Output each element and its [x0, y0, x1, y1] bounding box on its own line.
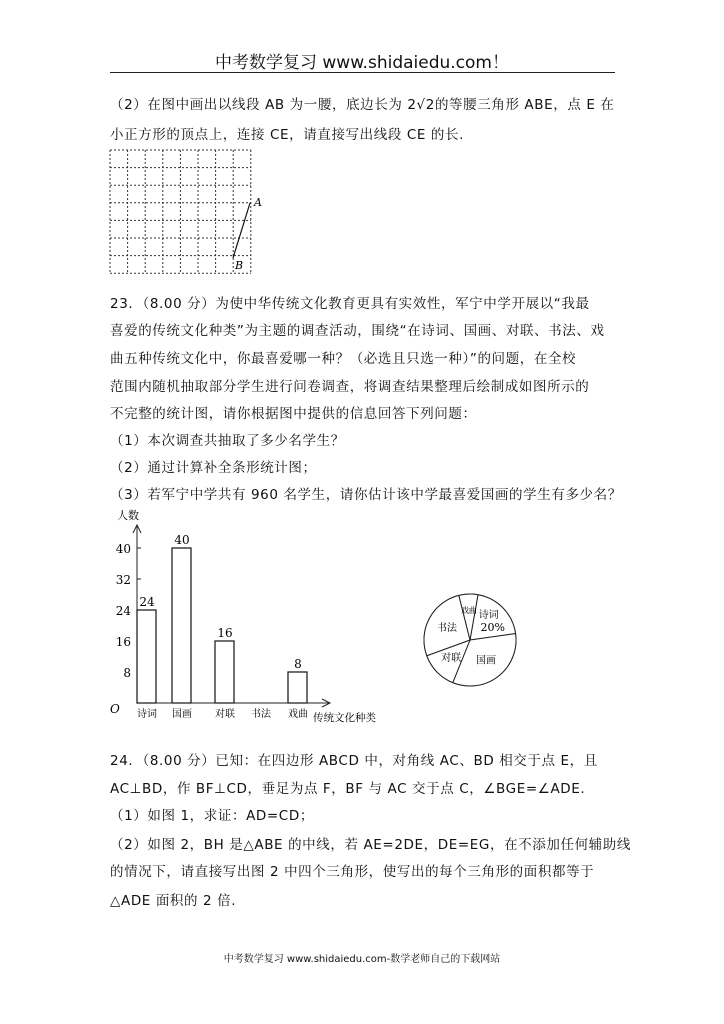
data-label: 8 — [294, 657, 302, 671]
grid-figure — [105, 145, 265, 280]
y-tick-label: 24 — [115, 604, 131, 618]
origin-label: O — [110, 702, 120, 716]
y-axis-label: 人数 — [117, 509, 139, 522]
q23-line: 曲五种传统文化中，你最喜爱哪一种？（必选且只选一种）”的问题，在全校 — [110, 351, 577, 367]
pie-label: 诗词 — [478, 609, 499, 621]
page-header: 中考数学复习 www.shidaiedu.com！ — [215, 53, 509, 73]
q23-line: （1）本次调查共抽取了多少名学生？ — [110, 433, 345, 449]
q24-line: 24．（8.00 分）已知：在四边形 ABCD 中，对角线 AC、BD 相交于点 E，且 — [110, 753, 598, 769]
segment-ab — [233, 203, 250, 258]
y-tick-label: 16 — [115, 635, 131, 649]
q23-line: 喜爱的传统文化种类”为主题的调查活动，围绕“在诗词、国画、对联、书法、戏 — [110, 323, 605, 339]
q23-line: 不完整的统计图，请你根据图中提供的信息回答下列问题： — [110, 406, 477, 422]
page-footer: 中考数学复习 www.shidaiedu.com-数学老师自己的下载网站 — [223, 954, 501, 965]
q23-line: 23．（8.00 分）为使中华传统文化教育更具有实效性，军宁中学开展以“我最 — [110, 296, 590, 312]
x-tick-label: 戏曲 — [288, 709, 308, 720]
pie-label: 戏曲 — [460, 606, 477, 616]
x-axis-label: 传统文化种类 — [313, 712, 376, 724]
y-tick-label: 32 — [115, 573, 131, 587]
y-tick-label: 40 — [115, 542, 131, 556]
q24-line: （1）如图 1，求证：AD=CD； — [110, 808, 314, 824]
bar — [215, 641, 234, 703]
label-a: A — [254, 196, 262, 209]
bar-chart — [100, 505, 400, 730]
q24-line: 的情况下，请直接写出图 2 中四个三角形，使写出的每个三角形的面积都等于 — [110, 864, 595, 880]
pie-label: 国画 — [476, 655, 497, 667]
pie-percent-label: 20% — [480, 620, 505, 634]
x-tick-label: 书法 — [251, 709, 271, 720]
header-divider — [110, 72, 615, 73]
bar — [172, 548, 191, 703]
q23-line: （3）若军宁中学共有 960 名学生，请你估计该中学最喜爱国画的学生有多少名？ — [110, 487, 622, 503]
q23-line: 范围内随机抽取部分学生进行问卷调查，将调查结果整理后绘制成如图所示的 — [110, 379, 590, 395]
q24-line: AC⊥BD，作 BF⊥CD，垂足为点 F，BF 与 AC 交于点 C，∠BGE=∠ADE. — [110, 781, 586, 797]
x-tick-label: 对联 — [215, 709, 235, 720]
q23-line: （2）通过计算补全条形统计图； — [110, 460, 317, 476]
q22-line: （2）在图中画出以线段 AB 为一腰，底边长为 2√2的等腰三角形 ABE，点 E 在 — [110, 97, 615, 113]
data-label: 24 — [139, 595, 155, 609]
bar — [137, 610, 156, 703]
pie-label: 对联 — [441, 653, 462, 665]
x-tick-label: 诗词 — [137, 709, 157, 720]
pie-label: 书法 — [437, 622, 458, 634]
bar — [288, 672, 307, 703]
q22-line: 小正方形的顶点上，连接 CE，请直接写出线段 CE 的长. — [110, 127, 464, 143]
pie-chart — [415, 585, 525, 695]
label-b: B — [235, 259, 244, 272]
y-tick-label: 8 — [123, 666, 131, 680]
x-tick-label: 国画 — [172, 709, 192, 720]
q24-line: （2）如图 2，BH 是△ABE 的中线，若 AE=2DE，DE=EG，在不添加任何辅助线 — [110, 837, 631, 853]
data-label: 40 — [174, 533, 190, 547]
q24-line: △ADE 面积的 2 倍. — [110, 893, 237, 909]
data-label: 16 — [217, 626, 233, 640]
